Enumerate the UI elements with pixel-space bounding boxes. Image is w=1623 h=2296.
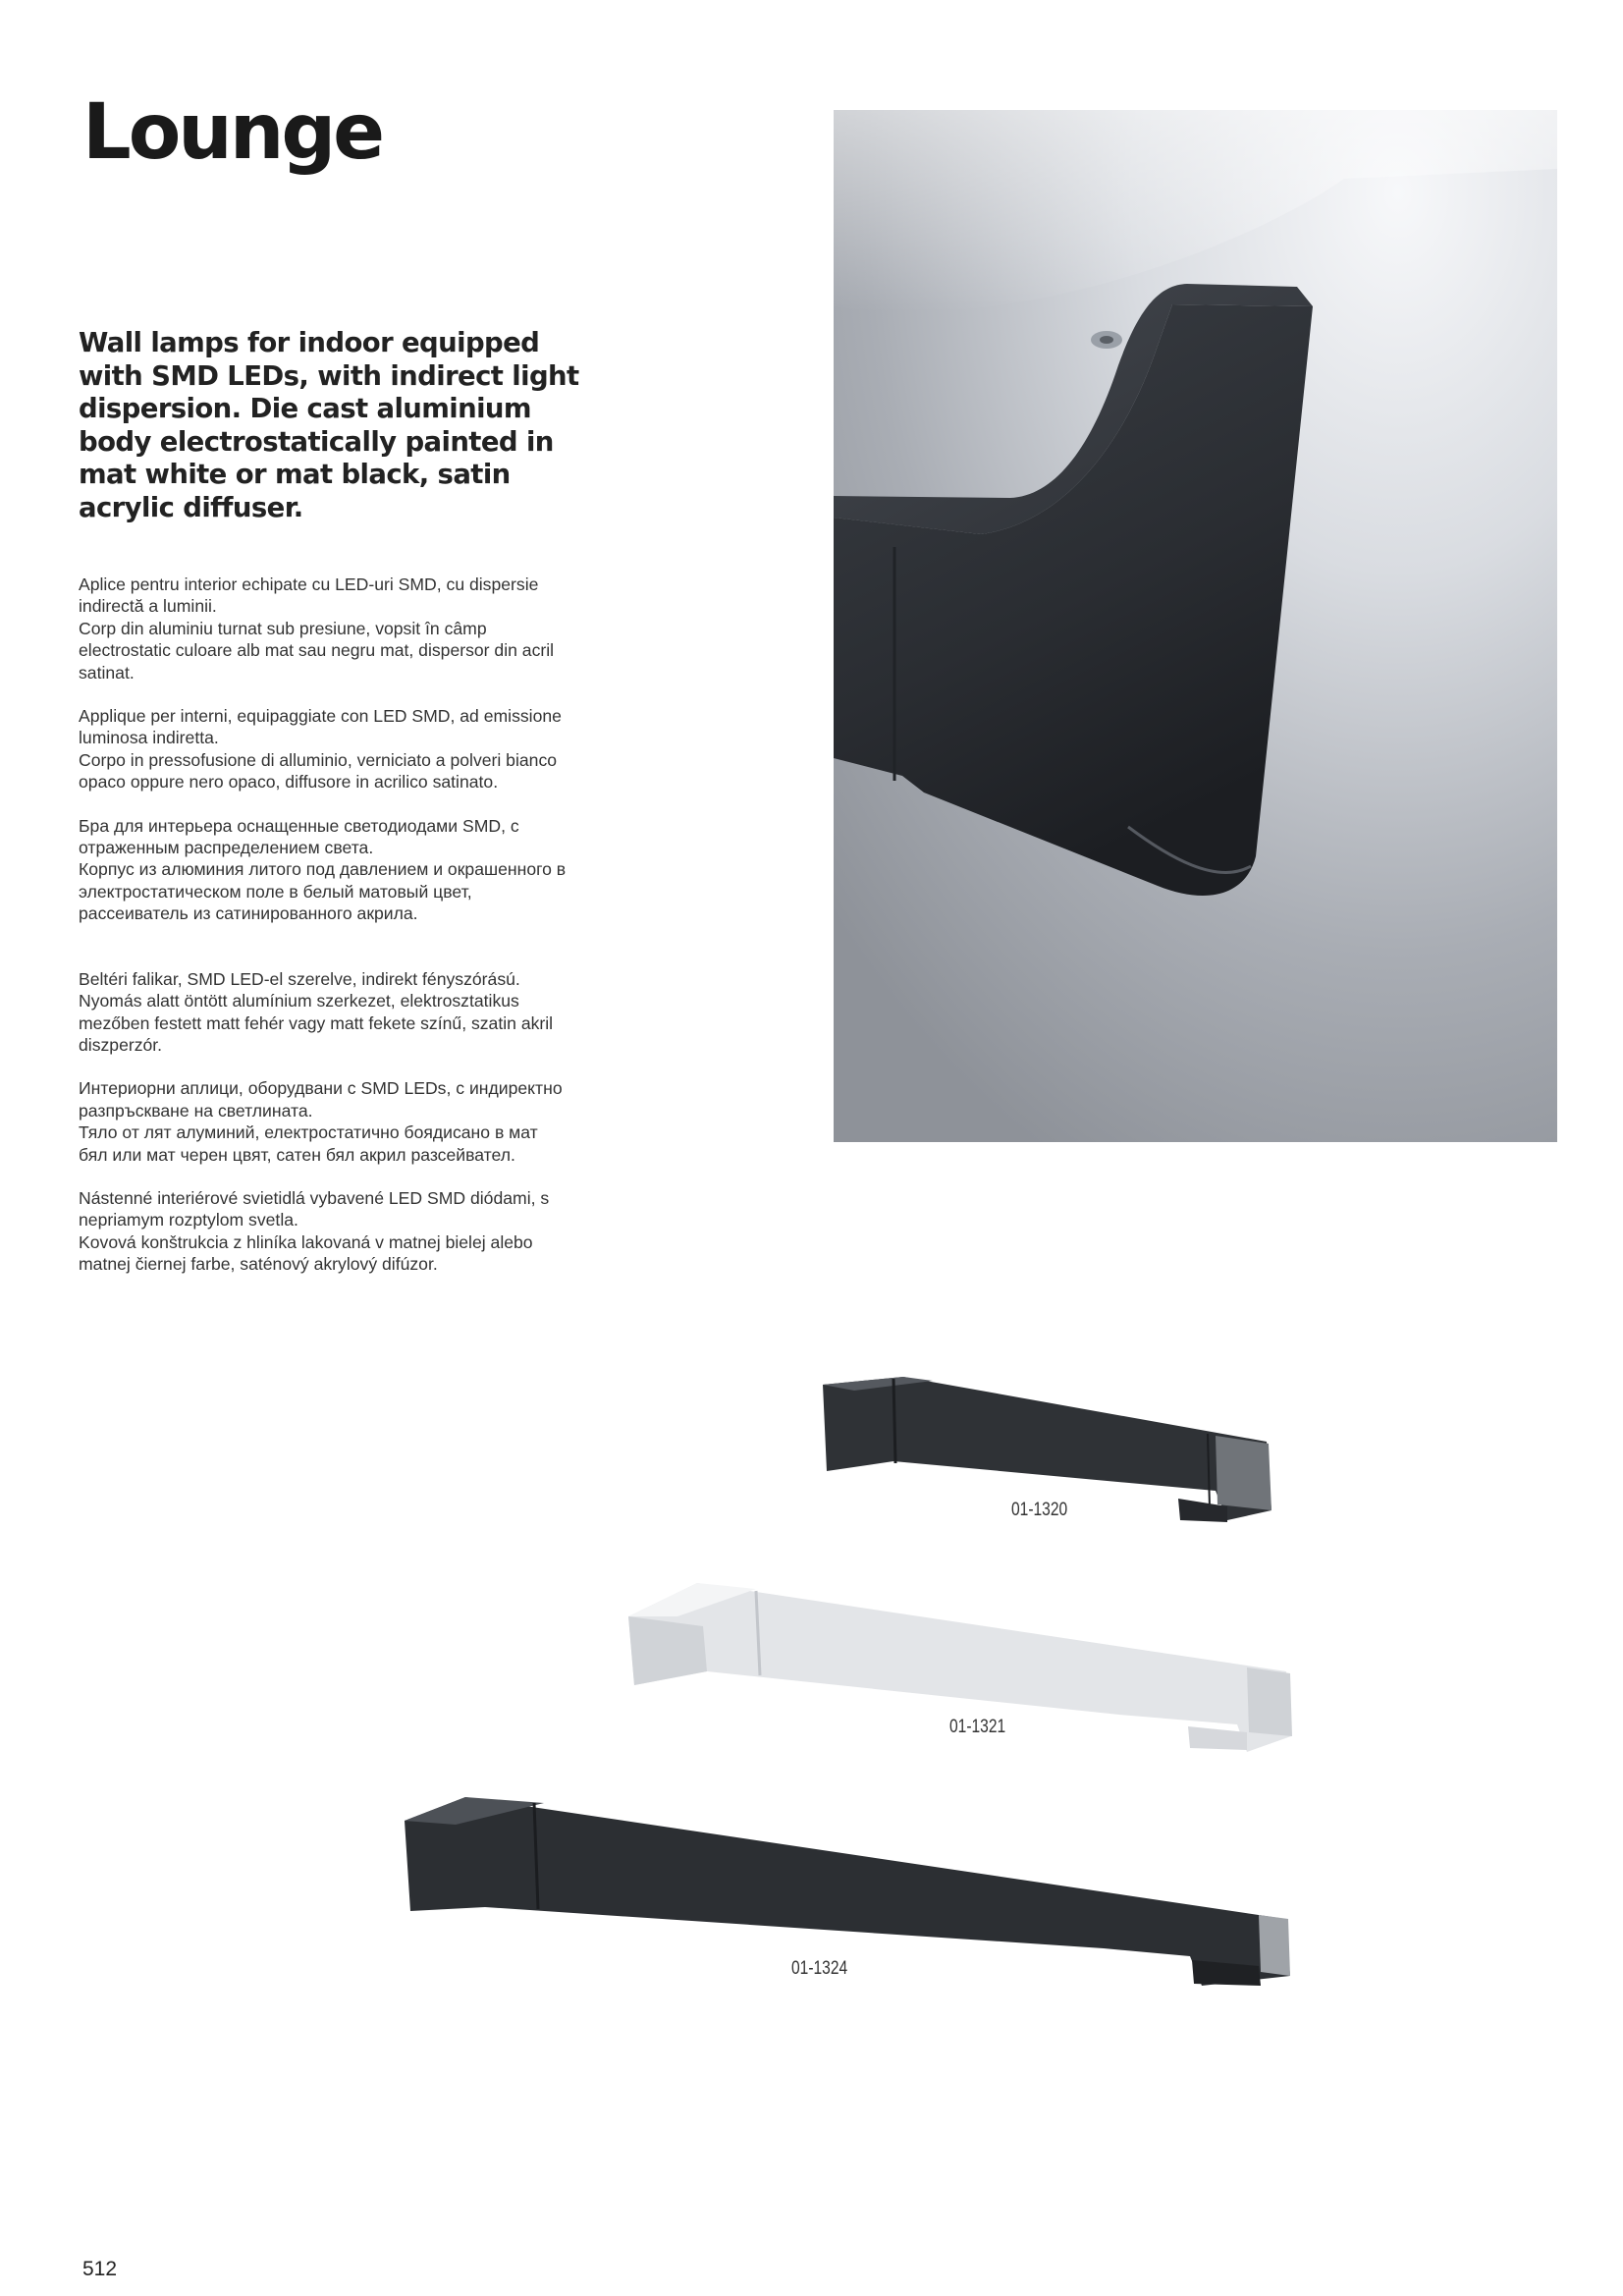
lamp-black-long-icon <box>397 1791 1300 1988</box>
hero-product-photo <box>834 110 1557 1142</box>
description-it: Applique per interni, equipaggiate con LED SMD, ad emissione luminosa indiretta. Corpo in pressofusione di alluminio, verniciato a polveri bianco opaco oppure nero opaco, diffusore in acrilico satinato. <box>79 706 562 793</box>
multilingual-descriptions <box>79 574 569 1297</box>
lead-description-en: Wall lamps for indoor equipped with SMD LEDs, with indirect light dispersion. Die cast aluminium body electrostatically painted in mat white or mat black, satin acrylic diffuser. <box>79 327 579 523</box>
product-code-01-1324: 01-1324 <box>791 1958 848 1979</box>
product-code-01-1320: 01-1320 <box>1011 1500 1068 1520</box>
description-bg: Интериорни аплици, оборудвани с SMD LEDs, с индиректно разпръскване на светлината. Тяло от лят алуминий, електростатично боядисано в мат бял или мат черен цвят, сатен бял акрил разсейвател. <box>79 1078 563 1165</box>
description-sk: Nástenné interiérové svietidlá vybavené LED SMD diódami, s nepriamym rozptylom svetla. Kovová konštrukcia z hliníka lakovaná v matnej bielej alebo matnej čiernej farbe, saténový akrylový difúzor. <box>79 1187 550 1275</box>
hero-lamp-illustration <box>834 110 1557 1142</box>
description-ro: Aplice pentru interior echipate cu LED-uri SMD, cu dispersie indirectă a luminii. Corp din aluminiu turnat sub presiune, vopsit în câmp electrostatic culoare alb mat sau negru mat, dispersor din acril satinat. <box>79 574 555 683</box>
product-code-01-1321: 01-1321 <box>949 1717 1006 1737</box>
description-hu: Beltéri falikar, SMD LED-el szerelve, indirekt fényszórású. Nyomás alatt öntött alumínium szerkezet, elektrosztatikus mezőben festett matt fehér vagy matt fekete színű, szatin akril diszperzór. <box>79 968 554 1055</box>
page-number: 512 <box>82 2258 118 2280</box>
description-ru: Бра для интерьера оснащенные светодиодами SMD, с отраженным распределением света. Корпус из алюминия литого под давлением и окрашенного в электростатическом поле в белый матовый цвет, рассеиватель из сатинированного акрила. <box>79 815 567 924</box>
product-image-01-1324 <box>397 1791 1300 1988</box>
page-title: Lounge <box>82 88 383 177</box>
